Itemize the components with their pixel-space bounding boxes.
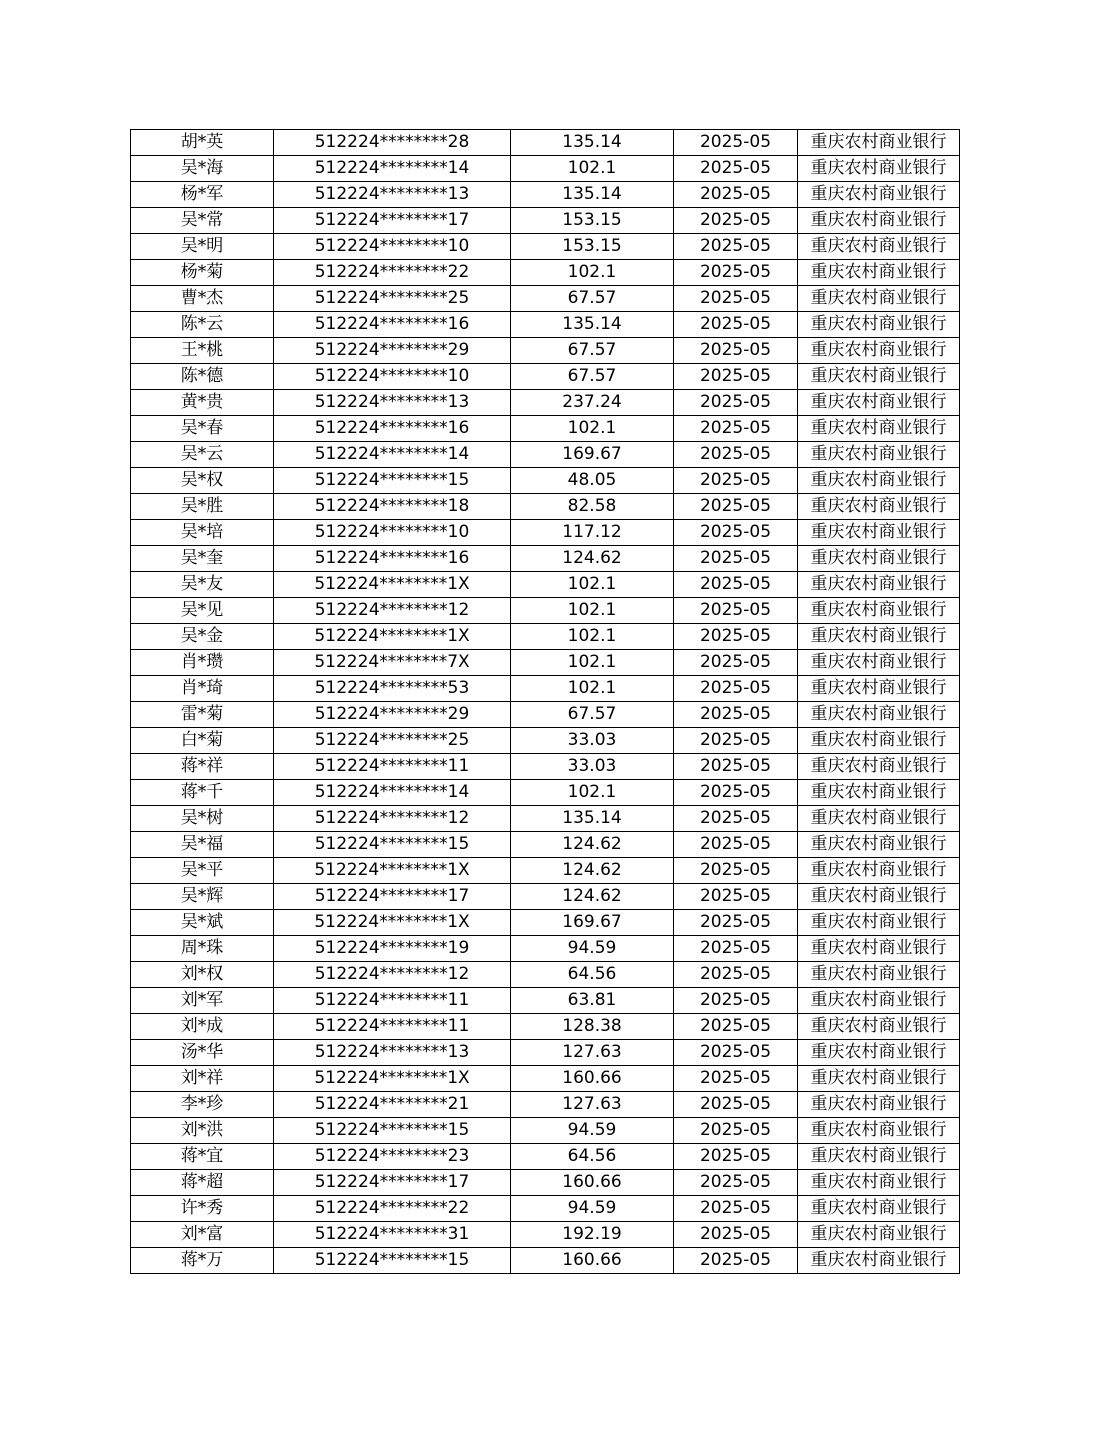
amount-cell: 64.56 <box>511 962 674 988</box>
bank-cell: 重庆农村商业银行 <box>798 780 960 806</box>
table-row <box>131 1014 960 1040</box>
id-number-cell: 512224********11 <box>274 754 511 780</box>
amount-cell: 102.1 <box>511 156 674 182</box>
period-cell: 2025-05 <box>674 130 798 156</box>
name-cell: 白*菊 <box>131 728 274 754</box>
period-cell: 2025-05 <box>674 364 798 390</box>
table-row <box>131 780 960 806</box>
table-row <box>131 234 960 260</box>
amount-cell: 135.14 <box>511 182 674 208</box>
id-number-cell: 512224********1X <box>274 572 511 598</box>
table-row <box>131 312 960 338</box>
amount-cell: 48.05 <box>511 468 674 494</box>
name-cell: 汤*华 <box>131 1040 274 1066</box>
name-cell: 王*桃 <box>131 338 274 364</box>
bank-cell: 重庆农村商业银行 <box>798 312 960 338</box>
bank-cell: 重庆农村商业银行 <box>798 494 960 520</box>
name-cell: 肖*瓒 <box>131 650 274 676</box>
name-cell: 吴*海 <box>131 156 274 182</box>
id-number-cell: 512224********25 <box>274 728 511 754</box>
table-row <box>131 832 960 858</box>
name-cell: 吴*春 <box>131 416 274 442</box>
period-cell: 2025-05 <box>674 1222 798 1248</box>
name-cell: 肖*琦 <box>131 676 274 702</box>
id-number-cell: 512224********19 <box>274 936 511 962</box>
amount-cell: 102.1 <box>511 676 674 702</box>
table-row <box>131 910 960 936</box>
name-cell: 刘*权 <box>131 962 274 988</box>
bank-cell: 重庆农村商业银行 <box>798 208 960 234</box>
name-cell: 许*秀 <box>131 1196 274 1222</box>
bank-cell: 重庆农村商业银行 <box>798 858 960 884</box>
table-row <box>131 1066 960 1092</box>
name-cell: 刘*成 <box>131 1014 274 1040</box>
id-number-cell: 512224********10 <box>274 520 511 546</box>
bank-cell: 重庆农村商业银行 <box>798 988 960 1014</box>
table-row <box>131 1196 960 1222</box>
period-cell: 2025-05 <box>674 1196 798 1222</box>
id-number-cell: 512224********23 <box>274 1144 511 1170</box>
bank-cell: 重庆农村商业银行 <box>798 806 960 832</box>
bank-cell: 重庆农村商业银行 <box>798 1170 960 1196</box>
table-row <box>131 130 960 156</box>
id-number-cell: 512224********31 <box>274 1222 511 1248</box>
name-cell: 刘*富 <box>131 1222 274 1248</box>
amount-cell: 33.03 <box>511 754 674 780</box>
table-row <box>131 884 960 910</box>
period-cell: 2025-05 <box>674 1118 798 1144</box>
name-cell: 蒋*宜 <box>131 1144 274 1170</box>
id-number-cell: 512224********11 <box>274 1014 511 1040</box>
amount-cell: 128.38 <box>511 1014 674 1040</box>
amount-cell: 135.14 <box>511 312 674 338</box>
bank-cell: 重庆农村商业银行 <box>798 442 960 468</box>
period-cell: 2025-05 <box>674 338 798 364</box>
id-number-cell: 512224********28 <box>274 130 511 156</box>
period-cell: 2025-05 <box>674 1144 798 1170</box>
payment-table-body <box>131 130 960 1274</box>
bank-cell: 重庆农村商业银行 <box>798 286 960 312</box>
name-cell: 杨*军 <box>131 182 274 208</box>
id-number-cell: 512224********14 <box>274 780 511 806</box>
table-row <box>131 806 960 832</box>
period-cell: 2025-05 <box>674 520 798 546</box>
amount-cell: 102.1 <box>511 598 674 624</box>
period-cell: 2025-05 <box>674 1248 798 1274</box>
name-cell: 吴*云 <box>131 442 274 468</box>
name-cell: 吴*辉 <box>131 884 274 910</box>
id-number-cell: 512224********13 <box>274 390 511 416</box>
table-row <box>131 442 960 468</box>
amount-cell: 192.19 <box>511 1222 674 1248</box>
period-cell: 2025-05 <box>674 650 798 676</box>
id-number-cell: 512224********13 <box>274 182 511 208</box>
bank-cell: 重庆农村商业银行 <box>798 598 960 624</box>
amount-cell: 82.58 <box>511 494 674 520</box>
amount-cell: 67.57 <box>511 338 674 364</box>
name-cell: 吴*培 <box>131 520 274 546</box>
table-row <box>131 156 960 182</box>
bank-cell: 重庆农村商业银行 <box>798 1222 960 1248</box>
bank-cell: 重庆农村商业银行 <box>798 1248 960 1274</box>
id-number-cell: 512224********18 <box>274 494 511 520</box>
bank-cell: 重庆农村商业银行 <box>798 1014 960 1040</box>
table-row <box>131 754 960 780</box>
name-cell: 吴*福 <box>131 832 274 858</box>
id-number-cell: 512224********17 <box>274 884 511 910</box>
name-cell: 刘*祥 <box>131 1066 274 1092</box>
name-cell: 吴*胜 <box>131 494 274 520</box>
bank-cell: 重庆农村商业银行 <box>798 572 960 598</box>
name-cell: 刘*军 <box>131 988 274 1014</box>
period-cell: 2025-05 <box>674 442 798 468</box>
name-cell: 周*珠 <box>131 936 274 962</box>
name-cell: 杨*菊 <box>131 260 274 286</box>
amount-cell: 94.59 <box>511 1118 674 1144</box>
amount-cell: 67.57 <box>511 702 674 728</box>
name-cell: 胡*英 <box>131 130 274 156</box>
id-number-cell: 512224********29 <box>274 702 511 728</box>
period-cell: 2025-05 <box>674 676 798 702</box>
period-cell: 2025-05 <box>674 910 798 936</box>
period-cell: 2025-05 <box>674 156 798 182</box>
period-cell: 2025-05 <box>674 624 798 650</box>
bank-cell: 重庆农村商业银行 <box>798 364 960 390</box>
amount-cell: 160.66 <box>511 1170 674 1196</box>
id-number-cell: 512224********1X <box>274 624 511 650</box>
name-cell: 黄*贵 <box>131 390 274 416</box>
name-cell: 吴*见 <box>131 598 274 624</box>
amount-cell: 160.66 <box>511 1248 674 1274</box>
table-row <box>131 520 960 546</box>
id-number-cell: 512224********1X <box>274 1066 511 1092</box>
amount-cell: 67.57 <box>511 364 674 390</box>
bank-cell: 重庆农村商业银行 <box>798 260 960 286</box>
amount-cell: 64.56 <box>511 1144 674 1170</box>
table-row <box>131 1222 960 1248</box>
table-row <box>131 416 960 442</box>
amount-cell: 127.63 <box>511 1040 674 1066</box>
table-row <box>131 208 960 234</box>
period-cell: 2025-05 <box>674 832 798 858</box>
id-number-cell: 512224********10 <box>274 364 511 390</box>
id-number-cell: 512224********15 <box>274 1118 511 1144</box>
name-cell: 吴*常 <box>131 208 274 234</box>
amount-cell: 169.67 <box>511 442 674 468</box>
period-cell: 2025-05 <box>674 754 798 780</box>
id-number-cell: 512224********12 <box>274 806 511 832</box>
bank-cell: 重庆农村商业银行 <box>798 416 960 442</box>
table-row <box>131 1144 960 1170</box>
id-number-cell: 512224********14 <box>274 156 511 182</box>
bank-cell: 重庆农村商业银行 <box>798 936 960 962</box>
name-cell: 李*珍 <box>131 1092 274 1118</box>
id-number-cell: 512224********22 <box>274 260 511 286</box>
table-row <box>131 390 960 416</box>
amount-cell: 102.1 <box>511 260 674 286</box>
bank-cell: 重庆农村商业银行 <box>798 962 960 988</box>
id-number-cell: 512224********10 <box>274 234 511 260</box>
name-cell: 蒋*千 <box>131 780 274 806</box>
id-number-cell: 512224********16 <box>274 546 511 572</box>
id-number-cell: 512224********12 <box>274 598 511 624</box>
name-cell: 曹*杰 <box>131 286 274 312</box>
id-number-cell: 512224********21 <box>274 1092 511 1118</box>
bank-cell: 重庆农村商业银行 <box>798 728 960 754</box>
id-number-cell: 512224********15 <box>274 832 511 858</box>
period-cell: 2025-05 <box>674 546 798 572</box>
bank-cell: 重庆农村商业银行 <box>798 1196 960 1222</box>
bank-cell: 重庆农村商业银行 <box>798 1066 960 1092</box>
bank-cell: 重庆农村商业银行 <box>798 676 960 702</box>
amount-cell: 237.24 <box>511 390 674 416</box>
table-row <box>131 1170 960 1196</box>
name-cell: 吴*友 <box>131 572 274 598</box>
name-cell: 蒋*超 <box>131 1170 274 1196</box>
name-cell: 吴*斌 <box>131 910 274 936</box>
id-number-cell: 512224********12 <box>274 962 511 988</box>
table-row <box>131 1248 960 1274</box>
name-cell: 蒋*祥 <box>131 754 274 780</box>
period-cell: 2025-05 <box>674 988 798 1014</box>
id-number-cell: 512224********15 <box>274 468 511 494</box>
amount-cell: 160.66 <box>511 1066 674 1092</box>
bank-cell: 重庆农村商业银行 <box>798 702 960 728</box>
period-cell: 2025-05 <box>674 416 798 442</box>
table-row <box>131 650 960 676</box>
table-row <box>131 338 960 364</box>
period-cell: 2025-05 <box>674 1066 798 1092</box>
period-cell: 2025-05 <box>674 1040 798 1066</box>
bank-cell: 重庆农村商业银行 <box>798 884 960 910</box>
table-row <box>131 676 960 702</box>
bank-cell: 重庆农村商业银行 <box>798 650 960 676</box>
name-cell: 雷*菊 <box>131 702 274 728</box>
table-row <box>131 988 960 1014</box>
amount-cell: 124.62 <box>511 546 674 572</box>
amount-cell: 117.12 <box>511 520 674 546</box>
amount-cell: 63.81 <box>511 988 674 1014</box>
amount-cell: 135.14 <box>511 130 674 156</box>
table-row <box>131 962 960 988</box>
table-row <box>131 260 960 286</box>
amount-cell: 102.1 <box>511 780 674 806</box>
id-number-cell: 512224********17 <box>274 208 511 234</box>
id-number-cell: 512224********7X <box>274 650 511 676</box>
table-row <box>131 1040 960 1066</box>
table-row <box>131 936 960 962</box>
name-cell: 吴*金 <box>131 624 274 650</box>
amount-cell: 67.57 <box>511 286 674 312</box>
table-row <box>131 494 960 520</box>
id-number-cell: 512224********14 <box>274 442 511 468</box>
bank-cell: 重庆农村商业银行 <box>798 624 960 650</box>
bank-cell: 重庆农村商业银行 <box>798 1092 960 1118</box>
period-cell: 2025-05 <box>674 234 798 260</box>
name-cell: 陈*云 <box>131 312 274 338</box>
period-cell: 2025-05 <box>674 780 798 806</box>
id-number-cell: 512224********25 <box>274 286 511 312</box>
period-cell: 2025-05 <box>674 1092 798 1118</box>
id-number-cell: 512224********29 <box>274 338 511 364</box>
bank-cell: 重庆农村商业银行 <box>798 520 960 546</box>
bank-cell: 重庆农村商业银行 <box>798 832 960 858</box>
bank-cell: 重庆农村商业银行 <box>798 1144 960 1170</box>
id-number-cell: 512224********11 <box>274 988 511 1014</box>
bank-cell: 重庆农村商业银行 <box>798 1118 960 1144</box>
amount-cell: 102.1 <box>511 572 674 598</box>
name-cell: 吴*权 <box>131 468 274 494</box>
table-row <box>131 546 960 572</box>
id-number-cell: 512224********53 <box>274 676 511 702</box>
id-number-cell: 512224********1X <box>274 910 511 936</box>
period-cell: 2025-05 <box>674 1170 798 1196</box>
period-cell: 2025-05 <box>674 598 798 624</box>
period-cell: 2025-05 <box>674 806 798 832</box>
name-cell: 蒋*万 <box>131 1248 274 1274</box>
period-cell: 2025-05 <box>674 312 798 338</box>
bank-cell: 重庆农村商业银行 <box>798 130 960 156</box>
bank-cell: 重庆农村商业银行 <box>798 234 960 260</box>
bank-cell: 重庆农村商业银行 <box>798 468 960 494</box>
table-row <box>131 702 960 728</box>
amount-cell: 124.62 <box>511 858 674 884</box>
name-cell: 吴*平 <box>131 858 274 884</box>
amount-cell: 102.1 <box>511 416 674 442</box>
period-cell: 2025-05 <box>674 1014 798 1040</box>
amount-cell: 169.67 <box>511 910 674 936</box>
amount-cell: 124.62 <box>511 884 674 910</box>
amount-cell: 102.1 <box>511 650 674 676</box>
bank-cell: 重庆农村商业银行 <box>798 390 960 416</box>
id-number-cell: 512224********16 <box>274 416 511 442</box>
name-cell: 刘*洪 <box>131 1118 274 1144</box>
name-cell: 陈*德 <box>131 364 274 390</box>
period-cell: 2025-05 <box>674 182 798 208</box>
id-number-cell: 512224********15 <box>274 1248 511 1274</box>
table-row <box>131 572 960 598</box>
table-row <box>131 598 960 624</box>
amount-cell: 124.62 <box>511 832 674 858</box>
bank-cell: 重庆农村商业银行 <box>798 546 960 572</box>
bank-cell: 重庆农村商业银行 <box>798 910 960 936</box>
amount-cell: 94.59 <box>511 936 674 962</box>
name-cell: 吴*奎 <box>131 546 274 572</box>
table-row <box>131 182 960 208</box>
id-number-cell: 512224********16 <box>274 312 511 338</box>
period-cell: 2025-05 <box>674 390 798 416</box>
period-cell: 2025-05 <box>674 728 798 754</box>
bank-cell: 重庆农村商业银行 <box>798 754 960 780</box>
bank-cell: 重庆农村商业银行 <box>798 338 960 364</box>
amount-cell: 102.1 <box>511 624 674 650</box>
id-number-cell: 512224********17 <box>274 1170 511 1196</box>
period-cell: 2025-05 <box>674 208 798 234</box>
bank-cell: 重庆农村商业银行 <box>798 182 960 208</box>
amount-cell: 127.63 <box>511 1092 674 1118</box>
period-cell: 2025-05 <box>674 494 798 520</box>
id-number-cell: 512224********13 <box>274 1040 511 1066</box>
table-row <box>131 286 960 312</box>
name-cell: 吴*树 <box>131 806 274 832</box>
period-cell: 2025-05 <box>674 962 798 988</box>
payment-table <box>130 129 960 1274</box>
id-number-cell: 512224********1X <box>274 858 511 884</box>
amount-cell: 153.15 <box>511 208 674 234</box>
period-cell: 2025-05 <box>674 936 798 962</box>
period-cell: 2025-05 <box>674 468 798 494</box>
table-row <box>131 364 960 390</box>
table-row <box>131 1092 960 1118</box>
period-cell: 2025-05 <box>674 884 798 910</box>
period-cell: 2025-05 <box>674 702 798 728</box>
amount-cell: 94.59 <box>511 1196 674 1222</box>
table-row <box>131 728 960 754</box>
name-cell: 吴*明 <box>131 234 274 260</box>
table-row <box>131 1118 960 1144</box>
table-row <box>131 858 960 884</box>
table-row <box>131 624 960 650</box>
amount-cell: 135.14 <box>511 806 674 832</box>
period-cell: 2025-05 <box>674 858 798 884</box>
period-cell: 2025-05 <box>674 572 798 598</box>
period-cell: 2025-05 <box>674 260 798 286</box>
bank-cell: 重庆农村商业银行 <box>798 1040 960 1066</box>
period-cell: 2025-05 <box>674 286 798 312</box>
bank-cell: 重庆农村商业银行 <box>798 156 960 182</box>
id-number-cell: 512224********22 <box>274 1196 511 1222</box>
amount-cell: 33.03 <box>511 728 674 754</box>
amount-cell: 153.15 <box>511 234 674 260</box>
table-row <box>131 468 960 494</box>
